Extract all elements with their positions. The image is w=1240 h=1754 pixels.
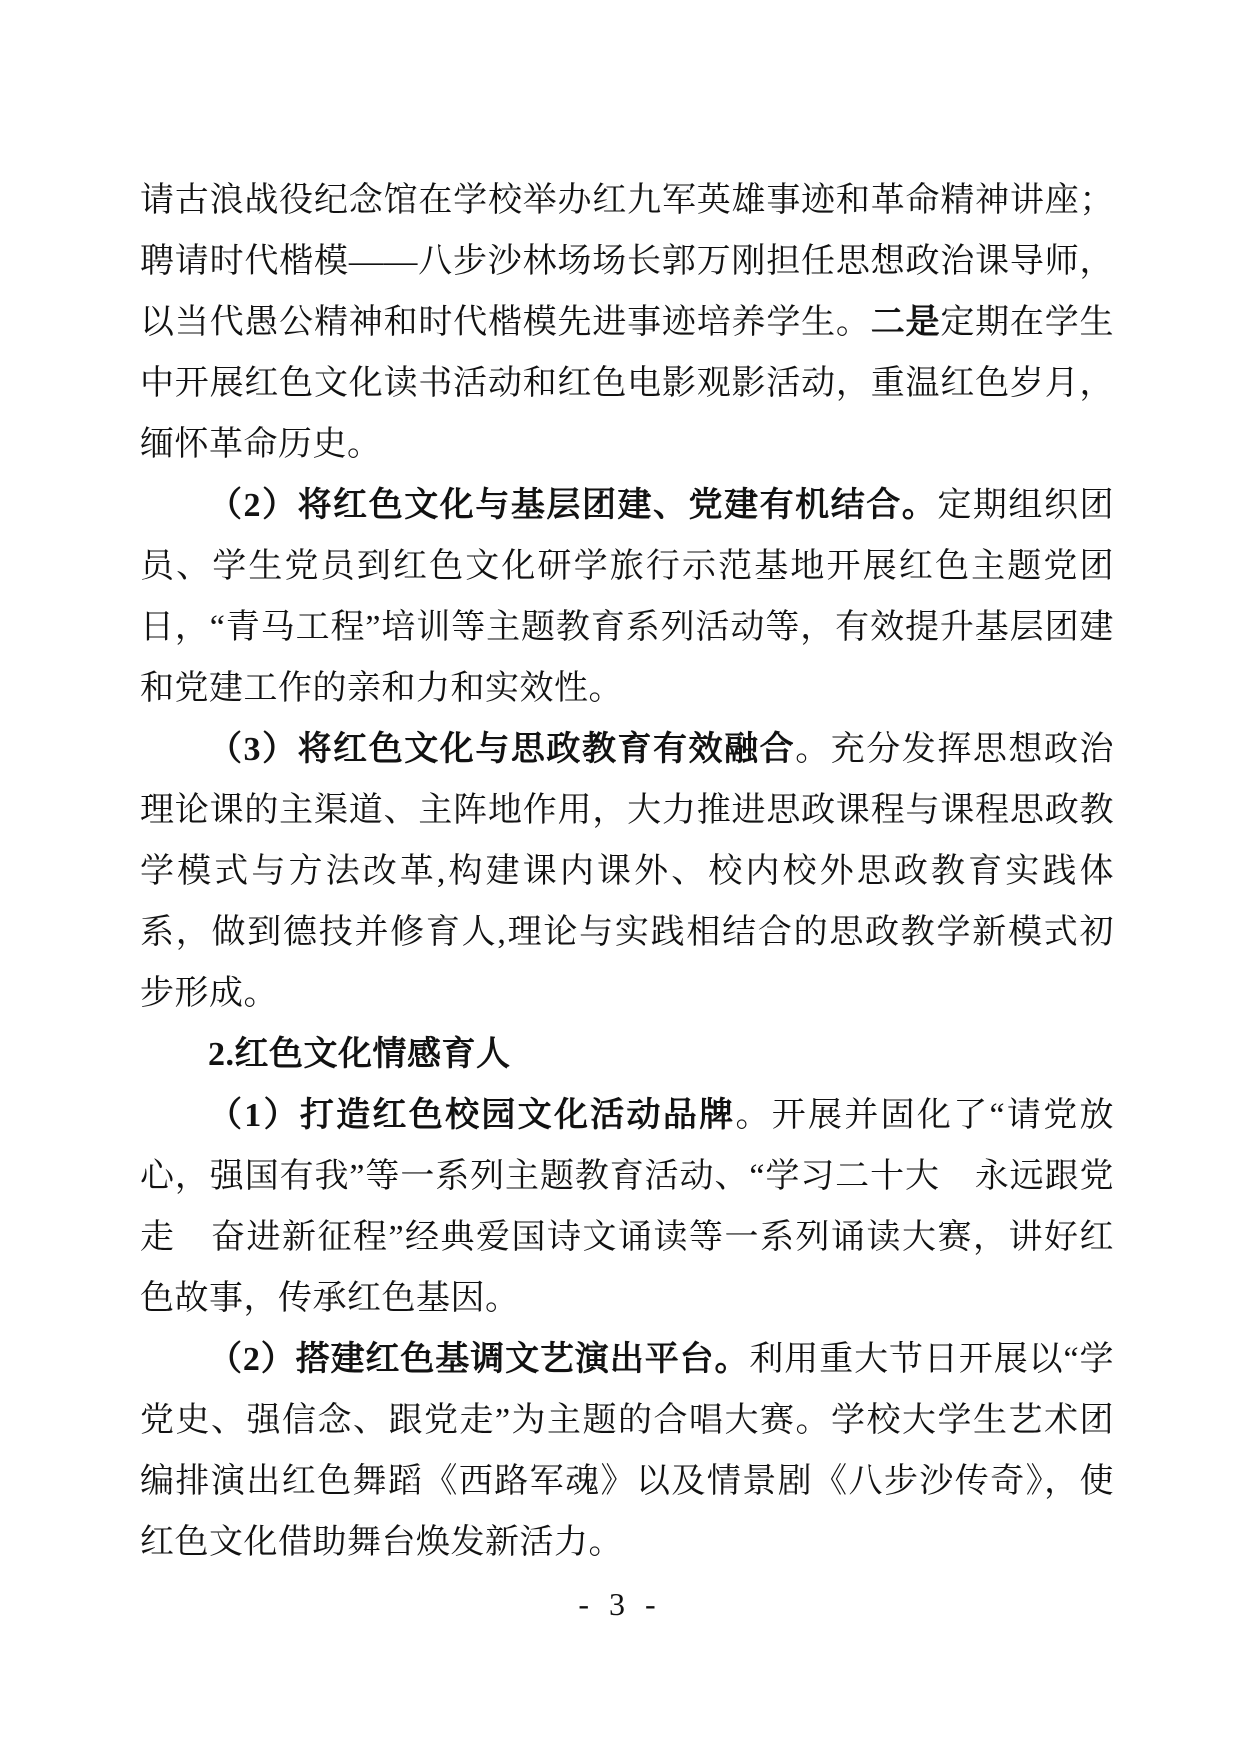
text-run: 请古浪战役纪念馆在学校举办红九军英雄事迹和革命精神讲座；聘请时代楷模——八步沙林场场长郭万刚担任思想政治课导师，以当代愚公精神和时代楷模先进事迹培养学生。 bbox=[140, 182, 1114, 341]
text-run: 利用重大节日开展以“学党史、强信念、跟党走”为主题的合唱大赛。学校大学生艺术团编排演出红色舞蹈《西路军魂》以及情景剧《八步沙传奇》，使红色文化借助舞台焕发新活力。 bbox=[140, 1341, 1114, 1561]
page-number: - 3 - bbox=[578, 1586, 662, 1622]
text-run: 定期在学生中开展红色文化读书活动和红色电影观影活动，重温红色岁月，缅怀革命历史。 bbox=[140, 304, 1115, 463]
text-run: 。充分发挥思想政治理论课的主渠道、主阵地作用，大力推进思政课程与课程思政教学模式与方法改革,构建课内课外、校内校外思政教育实践体系，做到德技并修育人,理论与实践相结合的思政教学新模式初步形成。 bbox=[140, 731, 1115, 1012]
text-run-bold: 二是 bbox=[870, 304, 941, 341]
document-body bbox=[140, 170, 1114, 1573]
paragraph-continuation bbox=[140, 170, 1114, 475]
text-run: 。开展并固化了“请党放心，强国有我”等一系列主题教育活动、“学习二十大 永远跟党走 奋进新征程”经典爱国诗文诵读等一系列诵读大赛，讲好红色故事，传承红色基因。 bbox=[140, 1097, 1115, 1317]
paragraph-item-2-league-party-building bbox=[140, 475, 1114, 719]
heading-text: 2.红色文化情感育人 bbox=[208, 1036, 511, 1073]
text-run-bold: （1）打造红色校园文化活动品牌 bbox=[208, 1097, 736, 1134]
text-run-bold: （2）搭建红色基调文艺演出平台。 bbox=[208, 1341, 750, 1378]
text-run-bold: （2）将红色文化与基层团建、党建有机结合。 bbox=[208, 487, 938, 524]
paragraph-item-2-stage-performance-platform bbox=[140, 1329, 1114, 1573]
paragraph-item-1-campus-culture-brand bbox=[140, 1085, 1114, 1329]
section-heading-red-culture-emotion bbox=[140, 1024, 1114, 1085]
text-run: 定期组织团员、学生党员到红色文化研学旅行示范基地开展红色主题党团日，“青马工程”培训等主题教育系列活动等，有效提升基层团建和党建工作的亲和力和实效性。 bbox=[140, 487, 1115, 707]
paragraph-item-3-ideological-education bbox=[140, 719, 1114, 1024]
text-run-bold: （3）将红色文化与思政教育有效融合 bbox=[208, 731, 796, 768]
